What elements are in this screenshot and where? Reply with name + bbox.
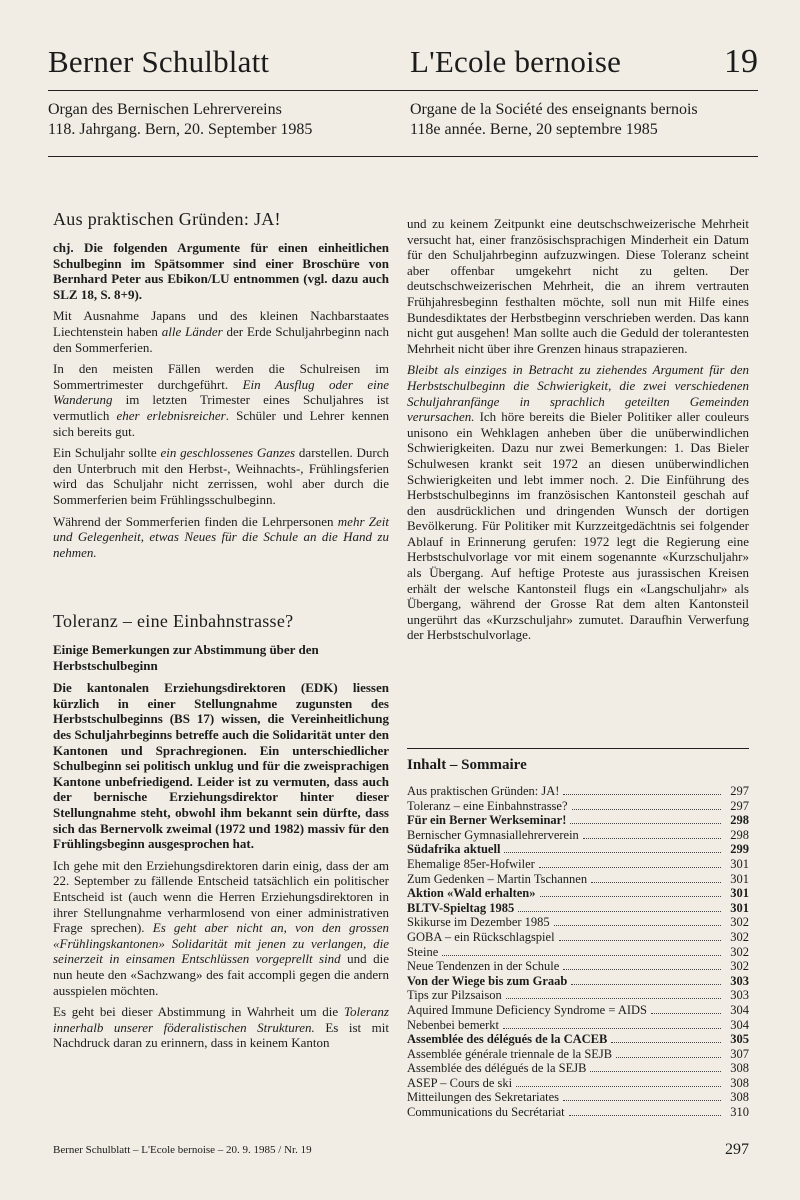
toc-entry-page: 298 xyxy=(730,813,749,828)
text-run: Es geht bei dieser Abstimmung in Wahrheit um die xyxy=(53,1004,344,1020)
toc-entry-title: Mitteilungen des Sekretariates xyxy=(407,1090,560,1105)
masthead-rule-bottom xyxy=(48,156,758,157)
toc-entry[interactable] xyxy=(407,813,749,828)
volume-line-german: 118. Jahrgang. Bern, 20. September 1985 xyxy=(48,121,313,138)
toc-entry[interactable] xyxy=(407,988,749,1003)
toc-entry-page: 302 xyxy=(730,929,749,944)
toc-entry-title: Für ein Berner Werkseminar! xyxy=(407,813,567,828)
toc-entry[interactable] xyxy=(407,1003,749,1018)
toc-leader-dots xyxy=(506,998,721,999)
toc-entry[interactable] xyxy=(407,1047,749,1062)
toc-entry-page: 302 xyxy=(730,959,749,974)
toc-leader-dots xyxy=(559,940,721,941)
article-lead-praktisch: chj. Die folgenden Argumente für einen einheitlichen Schulbeginn im Spätsommer sind einer Broschüre von Bernhard Peter aus Ebikon/LU entnommen (vgl. dazu auch SLZ 18, S. 8+9). xyxy=(53,240,389,302)
toc-entry-page: 303 xyxy=(730,973,749,988)
toc-entry-title: Aquired Immune Deficiency Syndrome = AIDS xyxy=(407,1002,647,1017)
toc-rule xyxy=(407,748,749,749)
toc-title: Inhalt – Sommaire xyxy=(407,757,527,773)
toc-entry-title: Südafrika aktuell xyxy=(407,842,501,857)
paragraph: und zu keinem Zeitpunkt eine deutschschweizerische Mehrheit versucht hat, einer französischsprachigen Minderheit ein Datum für den Schuljahrbeginn aufzuzwingen. Diese Toleranz scheint aber offenbar umgekehrt nicht zu gelten. Der deutschschweizerischen Mehrheit, die an ihrem vertrauten Frühjahresbeginn festhalten möchte, soll nun mit Hilfe eines Bundesdiktates der Herbstbeginn verschrieben werden. Das kann nicht gut ausgehen! Man sollte auch die Geduld der tolerantesten Mehrheit nicht über ihre Grenzen hinaus strapazieren. xyxy=(407,216,749,356)
toc-entry-page: 301 xyxy=(730,856,749,871)
toc-leader-dots xyxy=(651,1013,721,1014)
masthead-subtitle-german xyxy=(48,100,312,140)
toc-entry[interactable] xyxy=(407,886,749,901)
toc-entry-title: Steine xyxy=(407,944,439,959)
toc-entry-page: 301 xyxy=(730,900,749,915)
toc-leader-dots xyxy=(554,925,721,926)
toc-leader-dots xyxy=(516,1086,721,1087)
toc-leader-dots xyxy=(442,955,721,956)
toc-leader-dots xyxy=(571,984,721,985)
toc-leader-dots xyxy=(590,1071,721,1072)
toc-entry-title: Aktion «Wald erhalten» xyxy=(407,886,536,901)
toc-entry-page: 304 xyxy=(730,1017,749,1032)
toc-entry-page: 308 xyxy=(730,1061,749,1076)
paragraph xyxy=(53,445,389,507)
paragraph xyxy=(53,308,389,355)
toc-entry[interactable] xyxy=(407,784,749,799)
toc-entry-title: Aus praktischen Gründen: JA! xyxy=(407,784,560,798)
text-run: der Erde Schuljahrbeginn nach den Sommerferien. xyxy=(53,323,389,355)
text-run: In den meisten Fällen werden die Schulreisen im Sommertrimester durchgeführt. xyxy=(53,361,389,392)
toc-entry[interactable] xyxy=(407,828,749,843)
toc-leader-dots xyxy=(504,852,721,853)
toc-leader-dots xyxy=(540,896,722,897)
organ-line-german: Organ des Bernischen Lehrervereins xyxy=(48,101,282,118)
toc-leader-dots xyxy=(569,1115,721,1116)
toc-entry[interactable] xyxy=(407,974,749,989)
italic-run: eher erlebnisreicher xyxy=(116,407,226,423)
toc-leader-dots xyxy=(616,1057,721,1058)
masthead-rule-top xyxy=(48,90,758,91)
toc-entry-page: 310 xyxy=(730,1105,749,1120)
toc-entry-title: Skikurse im Dezember 1985 xyxy=(407,915,550,930)
italic-run: Bleibt als einziges in Betracht zu ziehendes Argument für den Herbstschulbeginn die Schwierigkeit, die zwei verschiedenen Schuljahranfänge in sprachlich geteilten Gemeinden verursachen. xyxy=(407,362,749,425)
toc-entry-title: Neue Tendenzen in der Schule xyxy=(407,959,560,974)
article-heading-toleranz: Toleranz – eine Einbahnstrasse? xyxy=(53,611,294,632)
toc-entry-page: 298 xyxy=(730,827,749,842)
table-of-contents xyxy=(407,748,749,1120)
toc-entry-title: GOBA – ein Rückschlagspiel xyxy=(407,929,555,944)
toc-entry-page: 302 xyxy=(730,944,749,959)
toc-entry-page: 299 xyxy=(730,842,749,857)
toc-leader-dots xyxy=(563,969,721,970)
text-run: . Schüler und Lehrer kennen sich bereits gut. xyxy=(53,407,389,439)
toc-entry[interactable] xyxy=(407,857,749,872)
italic-run: Toleranz innerhalb unserer föderalistischen Strukturen. xyxy=(53,1004,389,1035)
toc-entry[interactable] xyxy=(407,842,749,857)
toc-entry-page: 305 xyxy=(730,1032,749,1047)
toc-leader-dots xyxy=(583,838,721,839)
masthead-german xyxy=(48,40,388,84)
paragraph xyxy=(53,1004,389,1051)
paragraph xyxy=(53,858,389,998)
toc-leader-dots xyxy=(570,823,721,824)
toc-leader-dots xyxy=(503,1028,721,1029)
italic-run: Es geht aber nicht an, von den grossen «Frühlingskantonen» Solidarität mit jenen zu verlangen, die seinerzeit in einsamen Entschlüssen vorgeprellt sind xyxy=(53,920,389,967)
toc-entry-title: Toleranz – eine Einbahnstrasse? xyxy=(407,798,568,813)
text-run: Ich gehe mit den Erziehungsdirektoren darin einig, dass der am 22. September zu fällende Entscheid tatsächlich ein politischer Entscheid ist (auch wenn die Herren Erziehungsdirektoren in ihrer Stellungnahme verharmlosend von einer administrativen Frage sprechen). xyxy=(53,857,389,936)
toc-entry-page: 303 xyxy=(730,988,749,1003)
toc-leader-dots xyxy=(572,809,721,810)
italic-run: mehr Zeit und Gelegenheit, etwas Neues für die Schule an die Hand zu nehmen. xyxy=(53,513,389,560)
masthead-french xyxy=(410,40,758,84)
toc-list xyxy=(407,784,749,1120)
article-subheading-toleranz: Einige Bemerkungen zur Abstimmung über den Herbstschulbeginn xyxy=(53,642,319,674)
text-run: darstellen. Durch den Unterbruch mit den Herbst-, Weihnachts-, Frühlingsferien wird das Schuljahr nicht zerrissen, wohl aber durch die Sommerferien beim Frühlingsschulbeginn. xyxy=(53,445,389,507)
toc-leader-dots xyxy=(591,882,721,883)
italic-run: ein geschlossenes Ganzes xyxy=(160,445,296,461)
toc-entry-page: 307 xyxy=(730,1046,749,1061)
toc-entry-title: Tips zur Pilzsaison xyxy=(407,988,502,1003)
text-run: im letzten Trimester eines Schuljahres ist vermutlich xyxy=(53,392,389,423)
publication-title-french: L'Ecole bernoise xyxy=(410,44,622,79)
left-column xyxy=(53,200,389,1057)
toc-leader-dots xyxy=(518,911,721,912)
toc-entry-page: 301 xyxy=(730,886,749,901)
toc-entry-title: ASEP – Cours de ski xyxy=(407,1075,513,1090)
toc-entry[interactable] xyxy=(407,1032,749,1047)
toc-entry-title: Bernischer Gymnasiallehrerverein xyxy=(407,827,579,842)
toc-entry-page: 297 xyxy=(730,798,749,813)
toc-entry-title: Assemblée des délégués de la CACEB xyxy=(407,1032,608,1047)
toc-entry-page: 308 xyxy=(730,1090,749,1105)
issue-number: 19 xyxy=(724,43,758,80)
toc-entry-page: 304 xyxy=(730,1002,749,1017)
page-number: 297 xyxy=(725,1141,749,1158)
toc-entry-title: Zum Gedenken – Martin Tschannen xyxy=(407,871,588,886)
toc-entry[interactable] xyxy=(407,1018,749,1033)
toc-entry[interactable] xyxy=(407,872,749,887)
text-run: und die nun heute den «Sachzwang» des fait accompli gegen die andern ausspielen möchten. xyxy=(53,951,389,998)
italic-run: Ein Ausflug oder eine Wanderung xyxy=(53,376,389,408)
toc-entry-title: Communications du Secrétariat xyxy=(407,1105,565,1120)
toc-entry[interactable] xyxy=(407,915,749,930)
paragraph xyxy=(407,362,749,643)
text-run: Mit Ausnahme Japans und des kleinen Nachbarstaates Liechtenstein haben xyxy=(53,308,389,339)
toc-entry-page: 297 xyxy=(730,784,749,798)
right-column xyxy=(407,216,749,649)
volume-line-french: 118e année. Berne, 20 septembre 1985 xyxy=(410,121,658,138)
toc-entry-title: Nebenbei bemerkt xyxy=(407,1017,499,1032)
toc-leader-dots xyxy=(563,1100,721,1101)
footer-publication-line: Berner Schulblatt – L'Ecole bernoise – 20. 9. 1985 / Nr. 19 xyxy=(53,1144,312,1156)
italic-run: alle Länder xyxy=(161,323,223,339)
article-heading-praktisch: Aus praktischen Gründen: JA! xyxy=(53,209,281,229)
toc-entry[interactable] xyxy=(407,1090,749,1105)
toc-entry-page: 301 xyxy=(730,871,749,886)
toc-entry-title: Von der Wiege bis zum Graab xyxy=(407,973,568,988)
text-run: Während der Sommerferien finden die Lehrpersonen xyxy=(53,513,338,529)
toc-leader-dots xyxy=(611,1042,721,1043)
section-gap xyxy=(53,566,389,602)
toc-entry[interactable] xyxy=(407,1105,749,1120)
toc-leader-dots xyxy=(539,867,721,868)
toc-entry-page: 308 xyxy=(730,1075,749,1090)
paragraph xyxy=(53,514,389,561)
toc-entry-title: BLTV-Spieltag 1985 xyxy=(407,900,515,915)
organ-line-french: Organe de la Société des enseignants bernois xyxy=(410,101,698,118)
publication-title-german: Berner Schulblatt xyxy=(48,44,270,79)
article-lead-toleranz: Die kantonalen Erziehungsdirektoren (EDK) liessen kürzlich in einer Stellungnahme zugunsten des Herbstschulbeginns (BS 17) wissen, die Vereinheitlichung des Schuljahrbeginns betreffe auch die Solidarität unter den Kantonen und Sprachregionen. Ein unterschiedlicher Schulbeginn sei politisch unklug und für die zweisprachigen Kantone unbefriedigend. Leider ist zu vermuten, dass auch der bernische Erziehungsdirektor hinter dieser Stellungnahme steht, obwohl ihm bekannt sein dürfte, dass sich das Bernervolk zweimal (1972 und 1982) massiv für den Frühlingsbeginn ausgesprochen hat. xyxy=(53,680,389,852)
text-run: Ich höre bereits die Bieler Politiker aller couleurs unisono ein Wehklagen anheben über die unüberwindlichen Schwierigkeiten. Dazu nur zwei Bemerkungen: 1. Das Bieler Schulwesen krankt seit 1972 an diesen unüberwindlichen Schwierigkeiten und lebt immer noch. 2. Die Einführung des Herbstschulbeginns im französischen Kantonsteil geschah auf den ausdrücklichen und dringenden Wunsch der dortigen Bevölkerung. Für Politiker mit Kurzzeitgedächtnis sei folgender Ablauf in Erinnerung gerufen: 1972 legt die Regierung eine Herbstschulvorlage vor mit einem sogenannte «Kurzschuljahr» als Übergang. Auf heftige Proteste aus jurassischen Kreisen erhält der welsche Kantonsteil flugs ein «Langschuljahr» als Übergang, während der Grosse Rat dem alten Kantonsteil ungerührt das «Kurzschuljahr» zumutet. Daraufhin Verwerfung der Herbstschulvorlage. xyxy=(407,409,749,643)
toc-entry[interactable] xyxy=(407,959,749,974)
text-run: Ein Schuljahr sollte xyxy=(53,445,161,461)
toc-entry-page: 302 xyxy=(730,915,749,930)
toc-entry[interactable] xyxy=(407,1061,749,1076)
toc-entry-title: Ehemalige 85er-Hofwiler xyxy=(407,856,535,871)
toc-entry[interactable] xyxy=(407,945,749,960)
paragraph xyxy=(53,361,389,439)
toc-entry[interactable] xyxy=(407,901,749,916)
masthead-subtitle-french xyxy=(410,100,698,140)
toc-entry[interactable] xyxy=(407,1076,749,1091)
toc-entry[interactable] xyxy=(407,930,749,945)
text-run: Es ist mit Nachdruck daran zu erinnern, dass in keinem Kanton xyxy=(53,1019,389,1051)
toc-entry-title: Assemblée générale triennale de la SEJB xyxy=(407,1046,613,1061)
toc-entry-title: Assemblée des délégués de la SEJB xyxy=(407,1061,587,1076)
toc-leader-dots xyxy=(563,794,721,795)
toc-entry[interactable] xyxy=(407,799,749,814)
masthead xyxy=(48,40,758,152)
